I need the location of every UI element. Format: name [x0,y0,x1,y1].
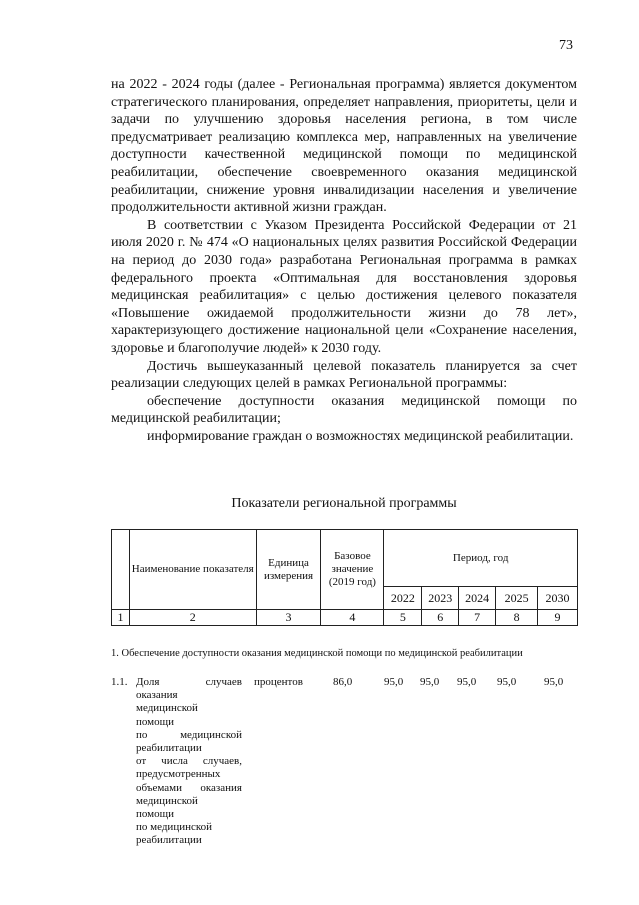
indicator-value: 95,0 [384,676,404,688]
indicator-value: 95,0 [457,676,477,688]
indicator-value: 95,0 [420,676,440,688]
indicator-name-line: по медицинской [136,821,213,834]
indicator-name-line: от числа случаев, [136,755,242,768]
indicator-value: 95,0 [497,676,517,688]
body-text [111,76,577,445]
paragraph: В соответствии с Указом Президента Российской Федерации от 21 июля 2020 г. № 474 «О национальных целях развития Российской Федерации на период до 2030 года» разработана Региональная программа в рамках федерального проекта «Оптимальная для восстановления здоровья медицинская реабилитация» с целью достижения целевого показателя «Повышение ожидаемой продолжительности жизни до 78 лет», характеризующего достижение национальной цели «Сохранение населения, здоровье и благополучие людей» к 2030 году. [111,217,577,356]
table-header-name: Наименование показателя [129,530,256,610]
table-header-year: 2023 [422,587,459,610]
table-header-unit: Единица измерения [256,530,321,610]
table-header-period: Период, год [384,530,578,587]
indicators-table [111,529,578,626]
table-header-index [112,530,130,610]
column-number: 7 [459,610,496,626]
indicator-name-line: медицинской [136,794,198,807]
section-title: Показатели региональной программы [231,496,457,511]
indicator-name-line: предусмотренных [136,768,221,781]
indicator-name-line: оказания [136,689,178,702]
column-number: 3 [256,610,321,626]
column-number: 8 [496,610,538,626]
column-number: 2 [129,610,256,626]
paragraph: на 2022 - 2024 годы (далее - Региональная программа) является документом стратегического планирования, определяет направления, приоритеты, цели и задачи по улучшению здоровья населения региона, в том числе предусматривает реализацию комплекса мер, направленных на увеличение доступности качественной медицинской помощи по медицинской реабилитации, обеспечение своевременного оказания медицинской реабилитации, снижение уровня инвалидизации населения и увеличение продолжительности активной жизни граждан. [111,77,577,216]
indicator-name-line: Доля случаев [136,676,242,688]
table-header-year: 2024 [459,587,496,610]
column-number: 1 [112,610,130,626]
paragraph: Достичь вышеуказанный целевой показатель планируется за счет реализации следующих целей в рамках Региональной программы: [111,358,577,392]
indicator-base-value: 86,0 [333,676,353,688]
column-number: 9 [538,610,578,626]
task-heading: 1. Обеспечение доступности оказания медицинской помощи по медицинской реабилитации [111,648,523,659]
column-number: 6 [422,610,459,626]
indicator-number: 1.1. [111,676,128,688]
paragraph: информирование граждан о возможностях медицинской реабилитации. [147,428,574,444]
indicator-name-line: реабилитации [136,834,202,847]
indicator-name-line: помощи [136,808,174,821]
table-header-year: 2030 [538,587,578,610]
table-header-year: 2025 [496,587,538,610]
indicator-name-line: медицинской [136,702,198,715]
indicator-name-line: объемами оказания [136,781,242,794]
paragraph: обеспечение доступности оказания медицинской помощи по медицинской реабилитации; [111,393,577,427]
indicator-name [136,676,242,848]
column-number: 4 [321,610,384,626]
indicator-value: 95,0 [544,676,564,688]
indicator-name-line: реабилитации [136,742,202,755]
column-number: 5 [384,610,422,626]
indicator-name-line: по медицинской [136,728,242,741]
indicator-name-line: помощи [136,715,174,728]
table-header-year: 2022 [384,587,422,610]
table-header-base: Базовое значение (2019 год) [321,530,384,610]
indicator-unit: процентов [254,676,303,688]
page-number: 73 [559,38,573,53]
